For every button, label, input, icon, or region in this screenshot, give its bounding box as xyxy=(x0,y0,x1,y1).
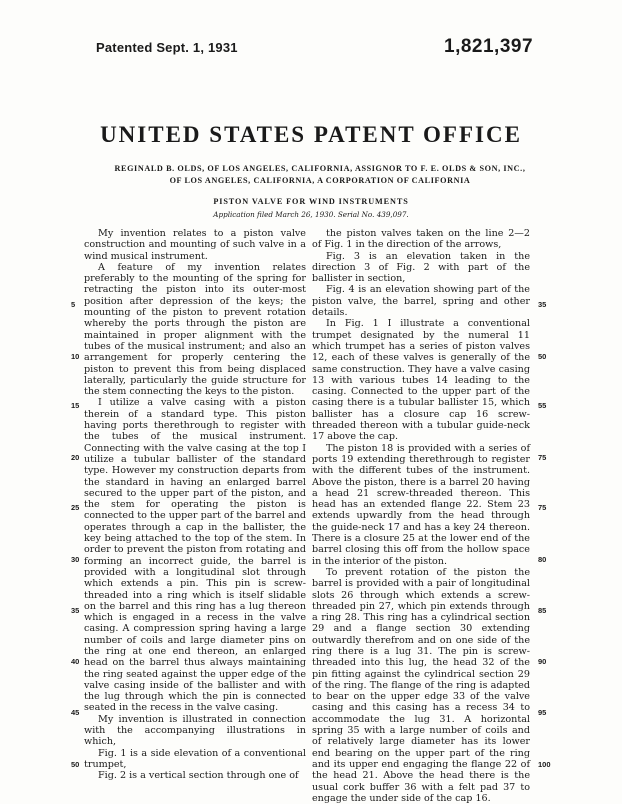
line-number: 35 xyxy=(71,606,80,615)
line-number: 90 xyxy=(538,657,547,666)
line-number: 85 xyxy=(538,606,547,615)
line-number: 30 xyxy=(71,555,80,564)
patent-number: 1,821,397 xyxy=(444,36,534,57)
paragraph: In Fig. 1 I illustrate a conventional trumpet designated by the numeral 11 which trumpet has a series of piston valves 12, each of these valves is generally of the same construction. They have a valve casing 13 with various tubes 14 leading to the casing. Connected to the upper part of the casing there is a tubular ballister 15, which ballister has a closure cap 16 screw-threaded thereon with a tubular guide-neck 17 above the cap. xyxy=(312,318,530,443)
assignee-line: REGINALD B. OLDS, OF LOS ANGELES, CALIFORNIA, ASSIGNOR TO F. E. OLDS & SON, INC., xyxy=(114,164,526,173)
paragraph: the piston valves taken on the line 2—2 of Fig. 1 in the direction of the arrows, xyxy=(312,228,530,251)
line-number: 20 xyxy=(71,453,80,462)
line-number: 35 xyxy=(538,300,547,309)
assignee-line: OF LOS ANGELES, CALIFORNIA, A CORPORATION OF CALIFORNIA xyxy=(169,176,471,185)
line-number: 100 xyxy=(538,760,551,769)
line-number: 45 xyxy=(71,708,80,717)
paragraph: My invention relates to a piston valve construction and mounting of such valve in a wind musical instrument. xyxy=(84,228,306,262)
line-number: 50 xyxy=(538,352,547,361)
line-number: 55 xyxy=(538,401,547,410)
line-number: 75 xyxy=(538,503,547,512)
right-column xyxy=(312,228,530,804)
office-heading: UNITED STATES PATENT OFFICE xyxy=(100,122,522,147)
paragraph: My invention is illustrated in connection with the accompanying illustrations in which, xyxy=(84,713,306,748)
line-number: 25 xyxy=(71,503,80,512)
left-column xyxy=(84,228,306,782)
paragraph: To prevent rotation of the piston the barrel is provided with a pair of longitudinal slots 26 through which extends a screw-threaded pin 27, which pin extends through a ring 28. This ring has a cylindrical section 29 and a flange section 30 extending outwardly therefrom and on one side of the ring there is a lug 31. The pin is screw-threaded into this lug, the head 32 of the pin fitting against the cylindrical section 29 of the ring. The flange of the ring is adapted to bear on the upper edge 33 of the valve casing and this casing has a recess 34 to accommodate the lug 31. A horizontal spring 35 with a large number of coils and of relatively large diameter has its lower end bearing on the upper part of the ring and its upper end engaging the flange 22 of the head 21. Above the head there is the usual cork buffer 36 with a felt pad 37 to engage the under side of the cap 16. xyxy=(312,566,530,804)
paragraph: A feature of my invention relates preferably to the mounting of the spring for retracting the piston into its outer-most position after depression of the keys; the mounting of the piston to prevent rotation whereby the ports through the piston are maintained in proper alignment with the tubes of the musical instrument; and also an arrangement for properly centering the piston to prevent this from being displaced laterally, particularly the guide structure for the stem connecting the keys to the piston. xyxy=(84,261,306,398)
paragraph: The piston 18 is provided with a series of ports 19 extending therethrough to register with the different tubes of the instrument. Above the piston, there is a barrel 20 having a head 21 screw-threaded thereon. This head has an extended flange 22. Stem 23 extends upwardly from the head through the guide-neck 17 and has a key 24 thereon. There is a closure 25 at the lower end of the barrel closing this off from the hollow space in the interior of the piston. xyxy=(312,442,530,567)
line-number: 80 xyxy=(538,555,547,564)
line-number: 10 xyxy=(71,352,80,361)
assignee-block xyxy=(70,163,570,187)
line-number: 75 xyxy=(538,453,547,462)
line-number: 15 xyxy=(71,401,80,410)
paragraph: Fig. 4 is an elevation showing part of the piston valve, the barrel, spring and other details. xyxy=(312,284,530,319)
line-number: 5 xyxy=(71,300,76,309)
paragraph: Fig. 2 is a vertical section through one of xyxy=(98,770,299,782)
application-line: Application filed March 26, 1930. Serial No. 439,097. xyxy=(213,210,409,219)
paragraph: I utilize a valve casing with a piston therein of a standard type. This piston having ports therethrough to register with the tubes of the musical instrument. Connecting with the valve casing at the top I utilize a tubular ballister of the standard type. However my construction departs from the standard in having an enlarged barrel secured to the upper part of the piston, and the stem for operating the piston is connected to the upper part of the barrel and operates through a cap in the ballister, the key being attached to the top of the stem. In order to prevent the piston from rotating and forming an incorrect guide, the barrel is provided with a longitudinal slot through which extends a pin. This pin is screw-threaded into a ring which is itself slidable on the barrel and this ring has a lug thereon which is engaged in a recess in the valve casing. A compression spring having a large number of coils and large diameter pins on the ring at one end thereon, an enlarged head on the barrel thus always maintaining the ring seated against the upper edge of the valve casing inside of the ballister and with the lug through which the pin is connected seated in the recess in the valve casing. xyxy=(84,397,306,714)
line-number: 40 xyxy=(71,657,80,666)
paragraph: Fig. 3 is an elevation taken in the direction 3 of Fig. 2 with part of the ballister in section, xyxy=(312,250,530,285)
patented-date: Patented Sept. 1, 1931 xyxy=(96,40,238,55)
line-number: 50 xyxy=(71,760,80,769)
line-number: 95 xyxy=(538,708,547,717)
paragraph: Fig. 1 is a side elevation of a conventional trumpet, xyxy=(84,747,306,770)
invention-title: PISTON VALVE FOR WIND INSTRUMENTS xyxy=(213,197,409,206)
